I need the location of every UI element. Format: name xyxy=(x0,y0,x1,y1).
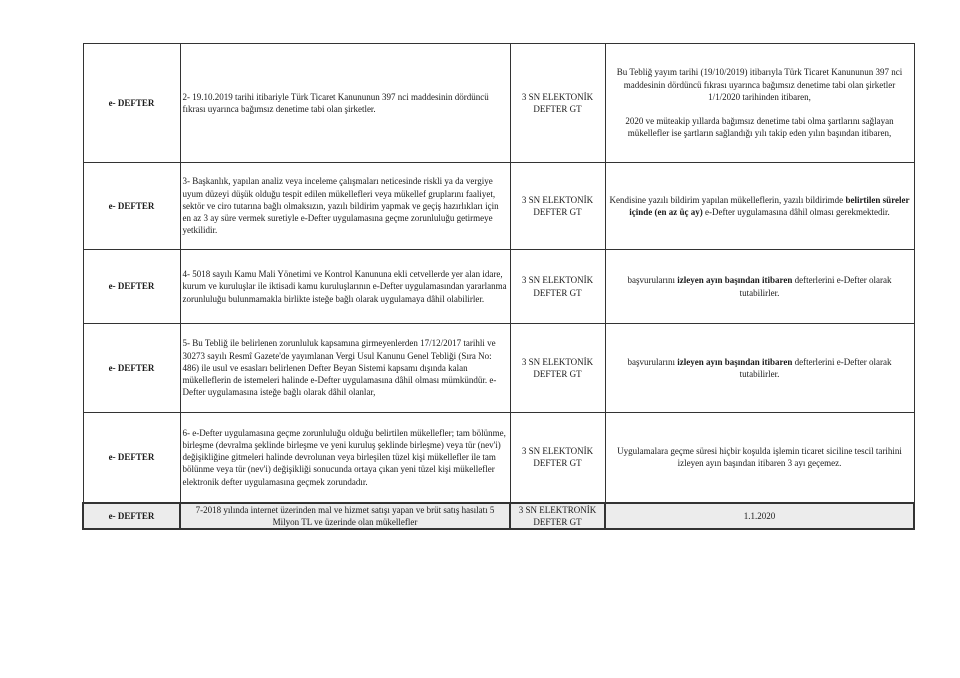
form-cell: 3 SN ELEKTONİK DEFTER GT xyxy=(510,163,605,250)
start-paragraph: Bu Tebliğ yayım tarihi (19/10/2019) itibarıyla Türk Ticaret Kanununun 397 nci maddesinin dördüncü fıkrası uyarınca bağımsız denetime tabi olan şirketler 1/1/2020 tarihinden itibaren, xyxy=(616,67,903,102)
table-row xyxy=(83,163,914,250)
description-cell: 6- e-Defter uygulamasına geçme zorunluluğu olduğu belirtilen mükellefler; tam bölünme, birleşme (devralma şeklinde birleşme ve yeni kuruluş şeklinde birleşme) veya tür (nev'i) değişikliğine gitmeleri halinde devrolunan veya birleşilen tüzel kişi mükellefler ile tam bölünme veya tür (nev'i) değişikliği sonucunda ortaya çıkan yeni tüzel kişi mükellefler elektronik defter uygulamasına geçmek zorundadır. xyxy=(180,413,510,503)
highlight-text: izleyen ayın başından itibaren xyxy=(677,275,793,286)
type-cell: e- DEFTER xyxy=(83,44,180,163)
start-cell: Uygulamalara geçme süresi hiçbir koşulda işlemin ticaret siciline tescil tarihini izleyen ayın başından itibaren 3 ayı geçemez. xyxy=(605,413,914,503)
description-cell: 5- Bu Tebliğ ile belirlenen zorunluluk kapsamına girmeyenlerden 17/12/2017 tarihli ve 30273 sayılı Resmî Gazete'de yayımlanan Vergi Usul Kanunu Genel Tebliği (Sıra No: 486) ile usul ve esasları belirlenen Defter Beyan Sistemi kapsamı dışında kalan mükelleflerin de istemeleri halinde e-Defter uygulamasına dâhil olması mümkündür. e-Defter uygulamasına isteğe bağlı olarak dâhil olanlar, xyxy=(180,324,510,413)
start-cell: Kendisine yazılı bildirim yapılan mükelleflerin, yazılı bildirimde belirtilen süreler içinde (en az üç ay) e-Defter uygulamasına dâhil olması gerekmektedir. xyxy=(605,163,914,250)
highlight-text: izleyen ayın başından itibaren xyxy=(677,356,793,367)
start-cell xyxy=(605,44,914,163)
table-row xyxy=(83,413,914,503)
table-row xyxy=(83,44,914,163)
description-cell: 4- 5018 sayılı Kamu Mali Yönetimi ve Kontrol Kanununa ekli cetvellerde yer alan idare, kurum ve kuruluşlar ile iktisadi kamu kuruluşlarının e-Defter uygulamasından yararlanma zorunluluğu bulunmamakla birlikte isteğe bağlı olarak uygulamaya dâhil olabilirler. xyxy=(180,250,510,324)
description-cell: 7-2018 yılında internet üzerinden mal ve hizmet satışı yapan ve brüt satış hasılatı 5 Milyon TL ve üzerinde olan mükellefler xyxy=(180,503,510,529)
table-row xyxy=(83,250,914,324)
type-cell: e- DEFTER xyxy=(83,503,180,529)
type-cell: e- DEFTER xyxy=(83,163,180,250)
form-cell: 3 SN ELEKTRONİK DEFTER GT xyxy=(510,503,605,529)
start-cell: başvurularını izleyen ayın başından itibaren defterlerini e-Defter olarak tutabilirler. xyxy=(605,324,914,413)
table-row xyxy=(83,324,914,413)
type-cell: e- DEFTER xyxy=(83,324,180,413)
form-cell: 3 SN ELEKTONİK DEFTER GT xyxy=(510,250,605,324)
highlight-text: belirtilen süreler içinde (en az üç ay) xyxy=(629,194,910,217)
start-cell: başvurularını izleyen ayın başından itibaren defterlerini e-Defter olarak tutabilirler. xyxy=(605,250,914,324)
table-row xyxy=(83,503,914,529)
start-cell: 1.1.2020 xyxy=(605,503,914,529)
start-paragraph: 2020 ve müteakip yıllarda bağımsız denetime tabi olma şartlarını sağlayan mükellefler ise şartların sağlandığı yılı takip eden yılın başından itibaren, xyxy=(625,116,894,139)
e-defter-table xyxy=(82,43,915,530)
type-cell: e- DEFTER xyxy=(83,413,180,503)
type-cell: e- DEFTER xyxy=(83,250,180,324)
form-cell: 3 SN ELEKTONİK DEFTER GT xyxy=(510,324,605,413)
description-cell: 3- Başkanlık, yapılan analiz veya inceleme çalışmaları neticesinde riskli ya da vergiye uyum düzeyi düşük olduğu tespit edilen mükellefleri veya mükellef gruplarını faaliyet, sektör ve ciro tutarına bağlı olmaksızın, yazılı bildirim yapmak ve geçiş hazırlıkları için en az 3 ay süre vermek suretiyle e-Defter uygulamasına geçme zorunluluğu getirmeye yetkilidir. xyxy=(180,163,510,250)
description-cell: 2- 19.10.2019 tarihi itibariyle Türk Ticaret Kanununun 397 nci maddesinin dördüncü fıkrası uyarınca bağımsız denetime tabi olan şirketler. xyxy=(180,44,510,163)
form-cell: 3 SN ELEKTONİK DEFTER GT xyxy=(510,413,605,503)
form-cell: 3 SN ELEKTONİK DEFTER GT xyxy=(510,44,605,163)
